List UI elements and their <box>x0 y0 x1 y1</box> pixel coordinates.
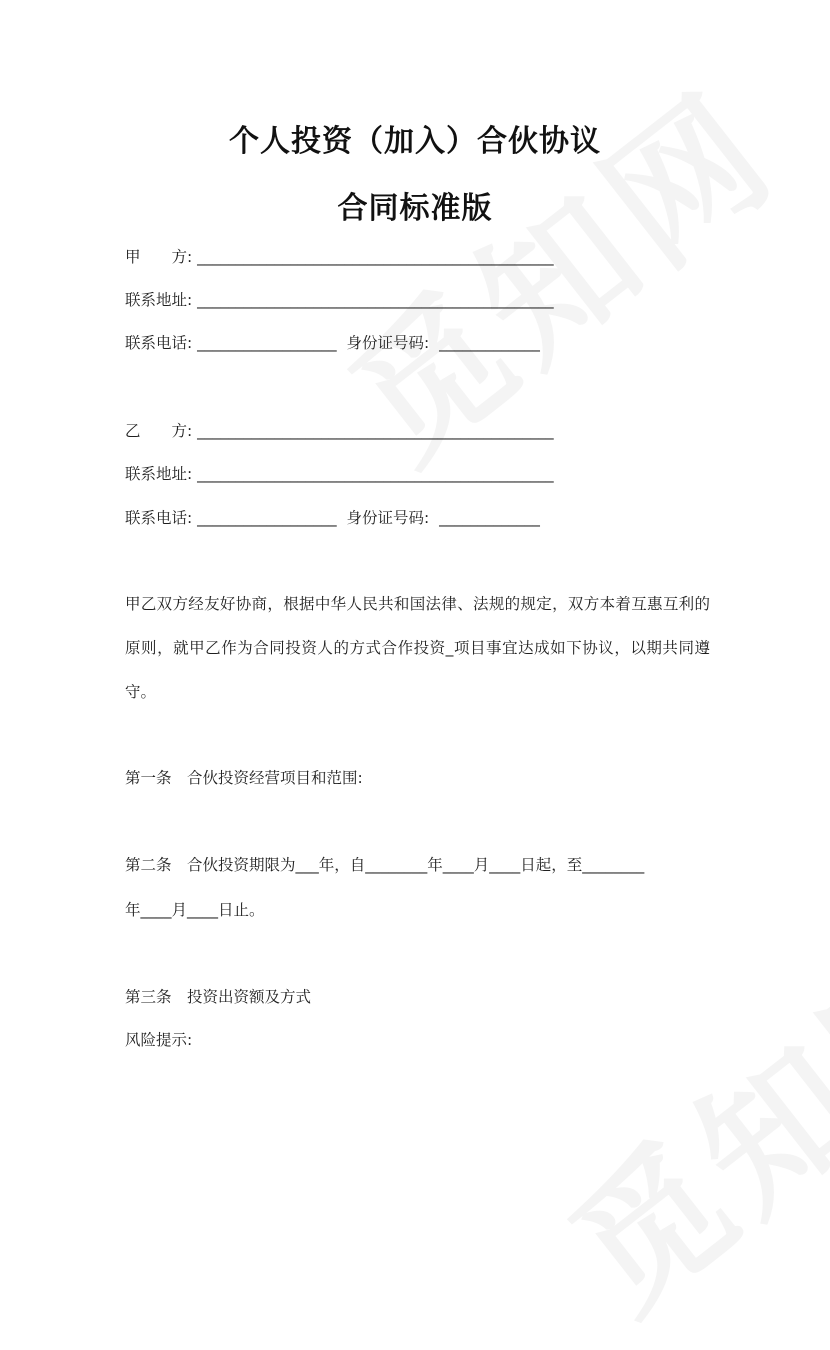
party-a-name-line: 甲 方: ______________________________________________ <box>125 248 554 266</box>
article-1: 第一条 合伙投资经营项目和范围: <box>125 769 363 787</box>
party-a-phone-line: 联系电话: __________________ 身份证号码: _____________ <box>125 334 540 352</box>
party-b-address-line: 联系地址: ______________________________________________ <box>125 465 554 483</box>
party-b-phone-line: 联系电话: __________________ 身份证号码: _____________ <box>125 509 540 527</box>
document-subtitle: 合同标准版 <box>337 191 493 226</box>
article-2-line-1: 第二条 合伙投资期限为___年，自________年____月____日起，至________ <box>125 856 645 874</box>
document-title: 个人投资（加入）合伙协议 <box>229 124 601 159</box>
risk-note: 风险提示: <box>125 1031 193 1049</box>
article-2-line-2: 年____月____日止。 <box>125 901 265 919</box>
watermark-bottom <box>520 884 830 1350</box>
preamble-paragraph: 甲乙双方经友好协商，根据中华人民共和国法律、法规的规定，双方本着互惠互利的原则，就甲乙作为合同投资人的方式合作投资_项目事宜达成如下协议，以期共同遵守。 <box>125 595 710 701</box>
article-3: 第三条 投资出资额及方式 <box>125 988 312 1006</box>
party-b-name-line: 乙 方: ______________________________________________ <box>125 422 554 440</box>
party-a-address-line: 联系地址: ______________________________________________ <box>125 291 554 309</box>
